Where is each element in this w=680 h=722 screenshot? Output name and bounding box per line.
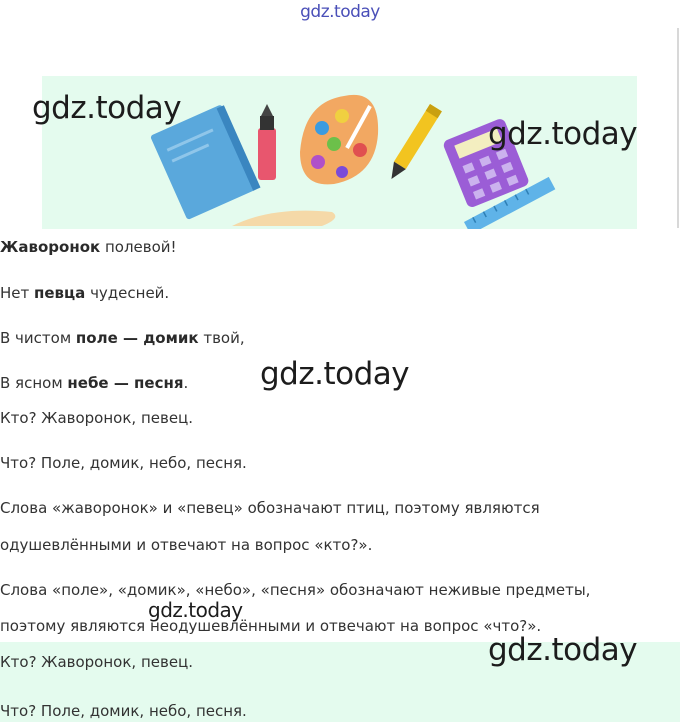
text: полевой! [100,238,177,256]
explanation-line: Слова «поле», «домик», «небо», «песня» обозначают неживые предметы, [0,581,591,599]
marker-icon [258,104,276,180]
header-watermark: gdz.today [300,2,380,22]
answer-who: Кто? Жаворонок, певец. [0,409,194,427]
text: твой, [198,329,245,347]
watermark: gdz.today [148,598,243,622]
answer-box-who: Кто? Жаворонок, певец. [0,653,194,671]
explanation-line: поэтому являются неодушевлёнными и отвечают на вопрос «что?». [0,617,542,635]
poem-line [0,284,169,302]
text: В чистом [0,329,76,347]
bold-word: певца [34,284,86,302]
watermark: gdz.today [488,116,638,152]
text: чудесней. [85,284,170,302]
text: . [183,374,189,392]
watermark: gdz.today [32,90,182,126]
bold-word: небе — песня [67,374,184,392]
text: Нет [0,284,35,302]
answer-box-what: Что? Поле, домик, небо, песня. [0,702,247,720]
palette-icon [300,95,378,185]
divider [677,28,679,228]
poem-line [0,329,245,347]
bold-word: поле — домик [75,329,199,347]
text: В ясном [0,374,68,392]
answer-what: Что? Поле, домик, небо, песня. [0,454,247,472]
watermark: gdz.today [260,356,410,392]
hand-icon [232,211,335,226]
poem-line [0,374,188,392]
poem-line [0,238,177,256]
watermark: gdz.today [488,632,638,668]
pencil-icon [385,104,441,183]
explanation-line: одушевлёнными и отвечают на вопрос «кто?». [0,536,373,554]
explanation-line: Слова «жаворонок» и «певец» обозначают птиц, поэтому являются [0,499,540,517]
bold-word: Жаворонок [0,238,101,256]
